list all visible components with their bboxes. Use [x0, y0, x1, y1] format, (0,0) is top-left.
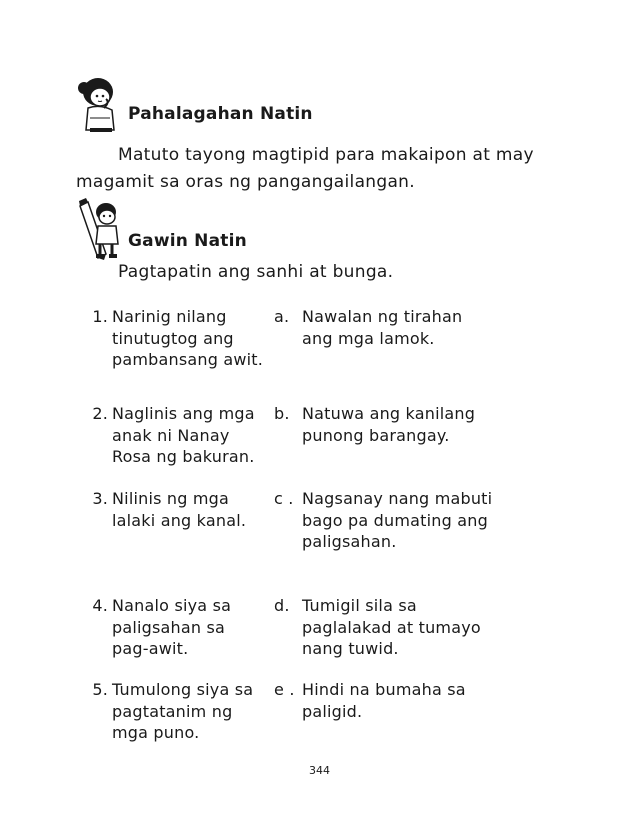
cause-text: Nanalo siya sa paligsahan sa pag-awit. — [112, 596, 232, 658]
pahalagahan-header — [76, 72, 313, 134]
value-statement: Matuto tayong magtipid para makaipon at may magamit sa oras ng pangangailangan. — [76, 145, 534, 192]
effect-text: Hindi na bumaha sa paligid. — [302, 680, 466, 721]
cause-number: 2. — [92, 404, 108, 423]
cause-text: Tumulong siya sa pagtatanim ng mga puno. — [112, 680, 254, 742]
page-number: 344 — [309, 764, 330, 777]
instruction: Pagtapatin ang sanhi at bunga. — [118, 262, 394, 282]
effect-text: Nagsanay nang mabuti bago pa dumating ang paligsahan. — [302, 489, 493, 551]
effect-text: Nawalan ng tirahan ang mga lamok. — [302, 307, 463, 348]
cause-number: 5. — [92, 680, 108, 699]
effect-letter: c . — [274, 489, 294, 508]
boy-with-pencil-icon — [76, 196, 126, 262]
effect-letter: e . — [274, 680, 295, 699]
cause-text: Narinig nilang tinutugtog ang pambansang awit. — [112, 307, 264, 369]
cause-number: 1. — [92, 307, 108, 326]
effect-text: Natuwa ang kanilang punong barangay. — [302, 404, 476, 445]
effect-letter: d. — [274, 596, 290, 615]
effect-letter: b. — [274, 404, 290, 423]
cause-number: 3. — [92, 489, 108, 508]
section-heading-gawin: Gawin Natin — [128, 231, 247, 251]
cause-text: Naglinis ang mga anak ni Nanay Rosa ng bakuran. — [112, 404, 255, 466]
effect-letter: a. — [274, 307, 290, 326]
effect-text: Tumigil sila sa paglalakad at tumayo nang tuwid. — [302, 596, 481, 658]
cause-number: 4. — [92, 596, 108, 615]
section-heading-pahalagahan: Pahalagahan Natin — [128, 104, 313, 124]
gawin-header — [76, 196, 247, 262]
girl-thinking-icon — [76, 72, 126, 134]
cause-text: Nilinis ng mga lalaki ang kanal. — [112, 489, 247, 530]
